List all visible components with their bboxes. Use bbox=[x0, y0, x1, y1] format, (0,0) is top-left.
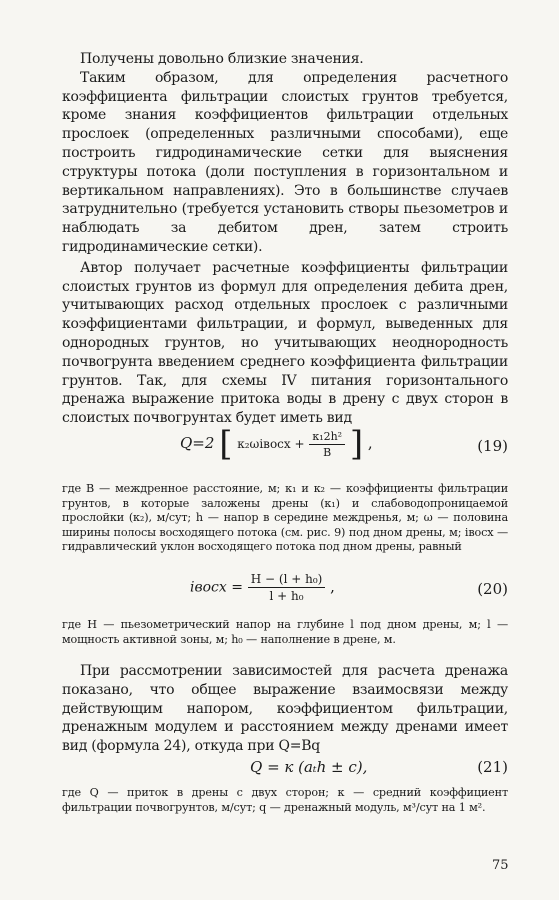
formula-21-number: (21) bbox=[477, 758, 508, 776]
note-2: где H — пьезометрический напор на глубине l под дном дрены, м; l — мощность активной зоны, м; h₀ — наполнение в дрене, м. bbox=[62, 618, 508, 646]
formula-20-trail: , bbox=[330, 577, 335, 596]
text-block-top bbox=[62, 50, 508, 428]
formula-19-fraction bbox=[309, 430, 345, 459]
formula-20-denominator: l + h₀ bbox=[269, 589, 304, 603]
formula-20-numerator: H − (l + h₀) bbox=[248, 572, 326, 588]
paragraph-1: Получены довольно близкие значения. bbox=[80, 51, 364, 67]
formula-20-fraction bbox=[248, 572, 326, 603]
formula-19-lhs: Q=2 bbox=[180, 434, 215, 452]
formula-19 bbox=[62, 424, 508, 467]
formula-19-numerator: к₁2h² bbox=[309, 430, 345, 445]
page-number: 75 bbox=[492, 858, 509, 873]
formula-19-trail: , bbox=[367, 434, 373, 452]
formula-20 bbox=[62, 572, 508, 612]
paragraph-4: При рассмотрении зависимостей для расчета дренажа показано, что общее выражение взаимосвязи между действующим напором, коэффициентом фильтрации, дренажным модулем и расстоянием между дренами имеет вид (формула 24), откуда при Q=Bq bbox=[62, 663, 508, 755]
formula-20-lhs: iвосх = bbox=[190, 579, 243, 596]
note-block-1 bbox=[62, 482, 508, 555]
formula-19-expression bbox=[180, 424, 373, 464]
note-block-3 bbox=[62, 786, 508, 815]
formula-19-term: к₂ωiвосх + bbox=[237, 437, 305, 451]
note-block-2 bbox=[62, 618, 508, 647]
formula-20-number: (20) bbox=[477, 580, 508, 598]
note-3: где Q — приток в дрены с двух сторон; к — средний коэффициент фильтрации почвогрунтов, м/сут; q — дренажный модуль, м³/сут на 1 м². bbox=[62, 786, 508, 814]
formula-19-denominator: B bbox=[323, 445, 332, 459]
text-block-bottom bbox=[62, 662, 508, 756]
formula-21-expression: Q = к (aₜh ± c), bbox=[250, 758, 368, 776]
bracket-open: [ bbox=[219, 424, 233, 464]
formula-21 bbox=[62, 758, 508, 780]
note-1: где B — междренное расстояние, м; к₁ и к₂ — коэффициенты фильтрации грунтов, в которые заложены дрены (к₁) и слабоводопроницаемой прослойки (к₂), м/сут; h — напор в середине междренья, м; ω — половина ширины полосы восходящего потока (см. рис. 9) под дном дрены, м; iвосх — гидравлический уклон восходящего потока под дном дрены, равный bbox=[62, 482, 508, 554]
formula-19-number: (19) bbox=[477, 437, 508, 455]
paragraph-3: Автор получает расчетные коэффициенты фильтрации слоистых грунтов из формул для определения дебита дрен, учитывающих расход отдельных прослоек с различными коэффициентами фильтрации, и формул, выведенных для однородных грунтов, но учитывающих неоднородность почвогрунта введением среднего коэффициента фильтрации грунтов. Так, для схемы IV питания горизонтального дренажа выражение притока воды в дрену с двух сторон в слоистых почвогрунтах будет иметь вид bbox=[62, 259, 508, 427]
bracket-close: ] bbox=[349, 424, 364, 464]
paragraph-2: Таким образом, для определения расчетного коэффициента фильтрации слоистых грунтов требуется, кроме знания коэффициентов фильтрации отдельных прослоек (определенных различными способами), еще построить гидродинамические сетки для выяснения структуры потока (доли поступления в горизонтальном и вертикальном направлениях). Это в большинстве случаев затруднительно (требуется установить створы пьезометров и наблюдать за дебитом дрен, затем строить гидродинамические сетки). bbox=[62, 69, 508, 255]
formula-20-expression bbox=[190, 572, 335, 603]
